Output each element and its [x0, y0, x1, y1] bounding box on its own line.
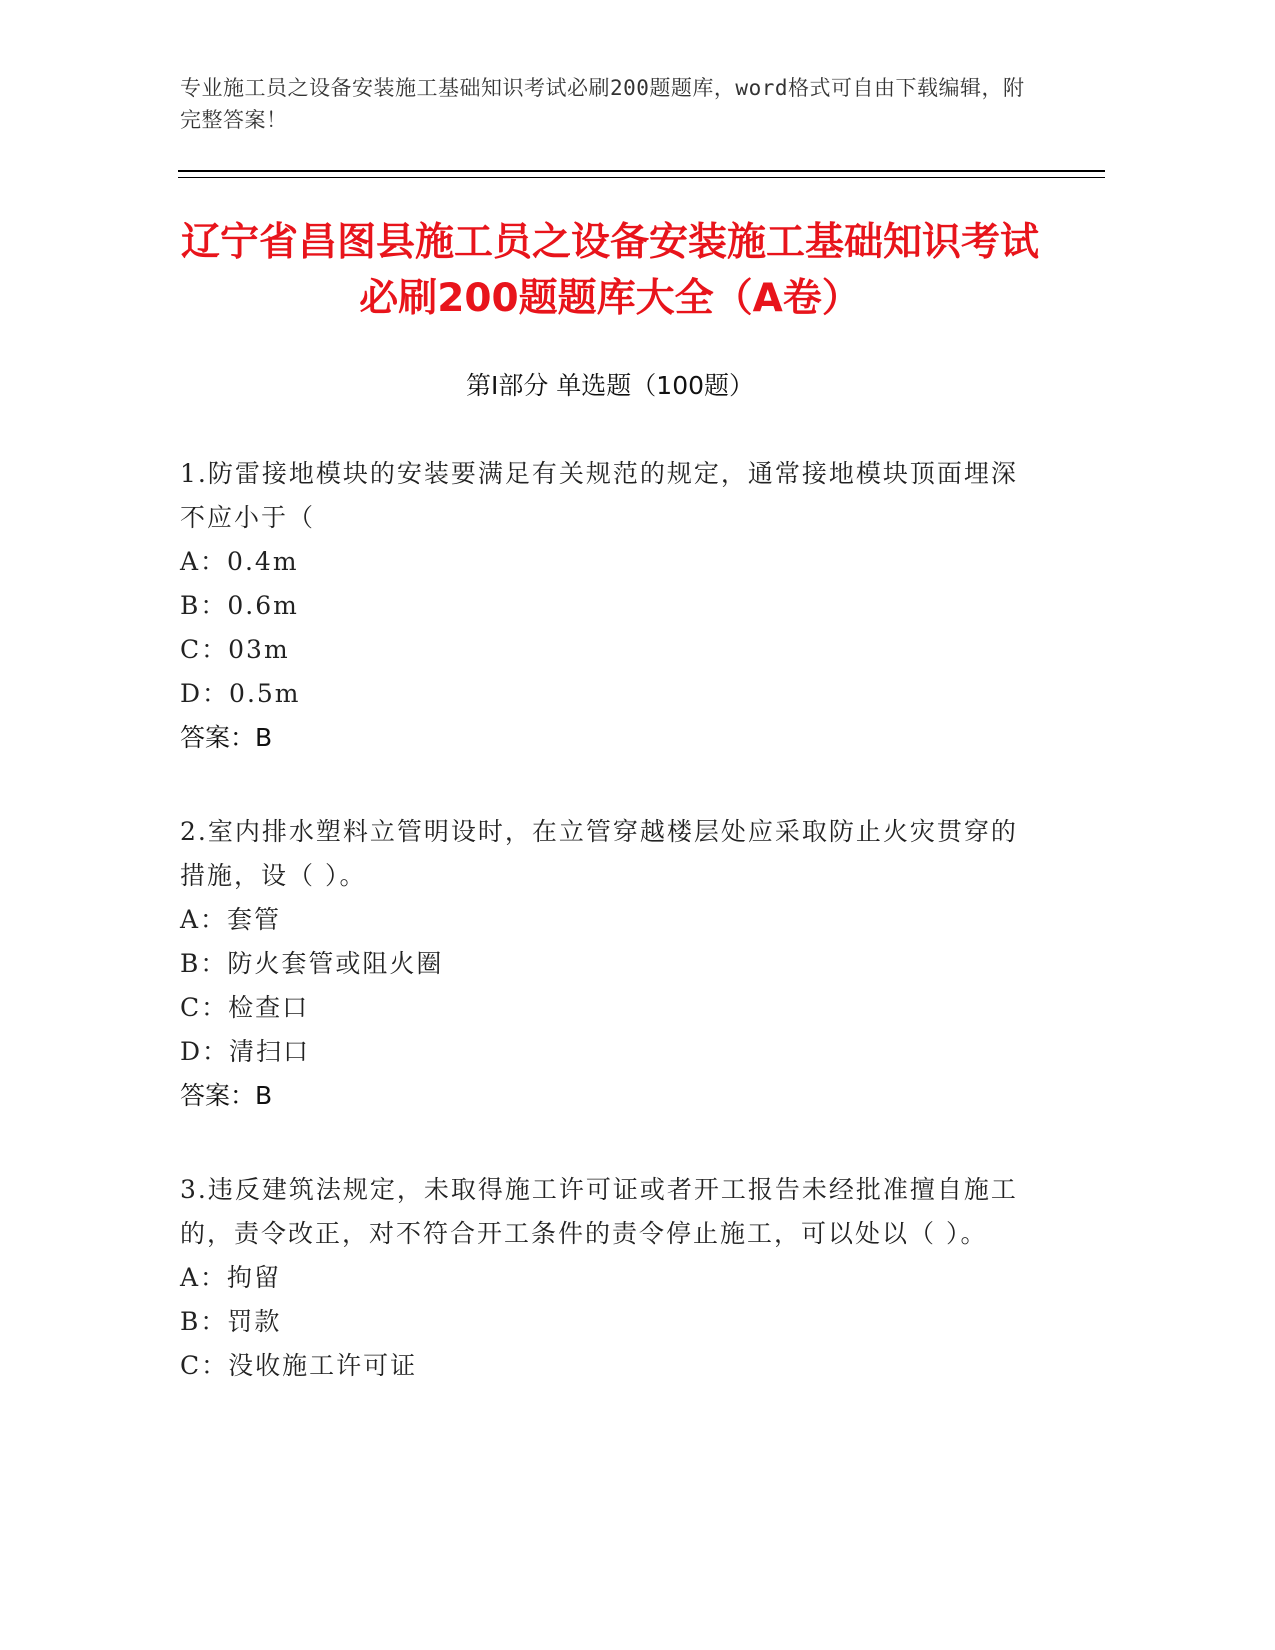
question-3 — [180, 1168, 1030, 1388]
option-a: A：拘留 — [180, 1263, 282, 1292]
option-c: C：03m — [180, 635, 290, 664]
header-note: 专业施工员之设备安装施工基础知识考试必刷200题题库，word格式可自由下载编辑，附完整答案！ — [180, 76, 1025, 132]
answer: 答案：B — [180, 723, 273, 752]
header-divider-thick — [178, 170, 1105, 172]
question-list — [180, 452, 1030, 1438]
option-d: D：0.5m — [180, 679, 301, 708]
option-b: B：0.6m — [180, 591, 299, 620]
option-c: C：检查口 — [180, 993, 310, 1022]
option-d: D：清扫口 — [180, 1037, 311, 1066]
header-divider-thin — [178, 177, 1105, 178]
option-c: C：没收施工许可证 — [180, 1351, 418, 1380]
option-a: A：0.4m — [180, 547, 299, 576]
option-a: A：套管 — [180, 905, 282, 934]
question-stem: 3.违反建筑法规定，未取得施工许可证或者开工报告未经批准擅自施工的，责令改正，对不符合开工条件的责令停止施工，可以处以（ ）。 — [180, 1175, 1018, 1248]
question-1 — [180, 452, 1030, 760]
question-2 — [180, 810, 1030, 1118]
section-title: 第Ⅰ部分 单选题（100题） — [465, 371, 755, 400]
question-stem: 1.防雷接地模块的安装要满足有关规范的规定，通常接地模块顶面埋深不应小于（ — [180, 459, 1018, 532]
option-b: B：罚款 — [180, 1307, 282, 1336]
question-stem: 2.室内排水塑料立管明设时，在立管穿越楼层处应采取防止火灾贯穿的措施，设（ ）。 — [180, 817, 1018, 890]
document-title: 辽宁省昌图县施工员之设备安装施工基础知识考试必刷200题题库大全（A卷） — [180, 220, 1039, 321]
answer: 答案：B — [180, 1081, 273, 1110]
option-b: B：防火套管或阻火圈 — [180, 949, 444, 978]
